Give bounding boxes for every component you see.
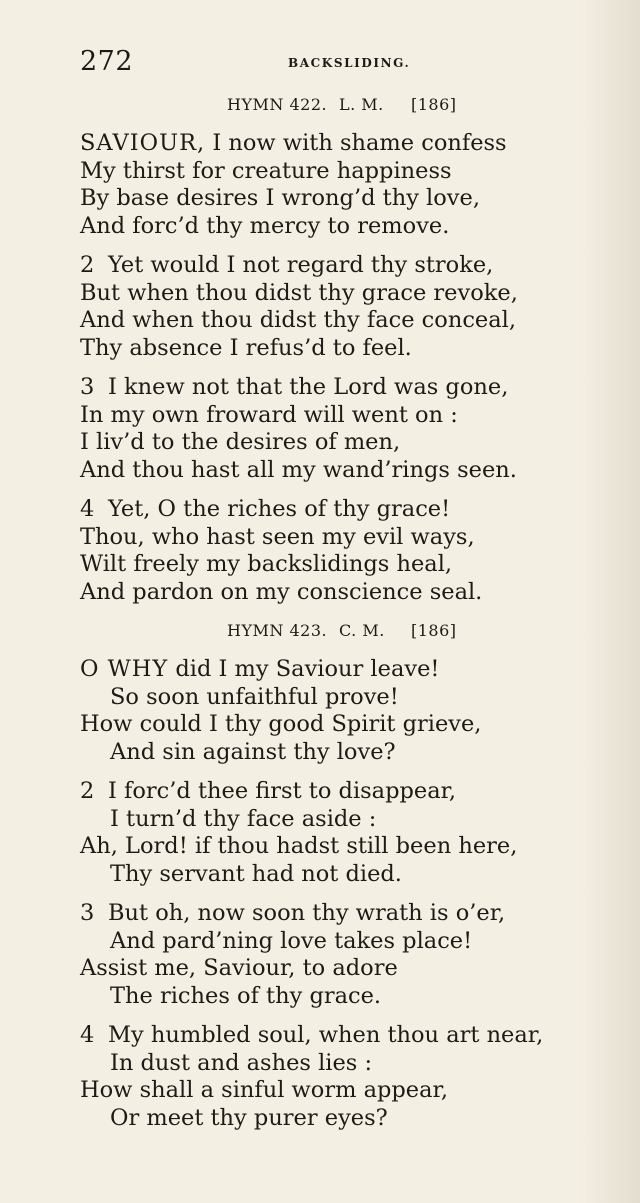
verse-line: And pard’ning love takes place! bbox=[110, 927, 473, 954]
verse-line: O WHY did I my Saviour leave! bbox=[80, 656, 440, 682]
hymn-422 bbox=[80, 92, 560, 606]
hymn-title bbox=[227, 92, 560, 118]
verse-line: By base desires I wrong’d thy love, bbox=[80, 185, 480, 211]
verse-line: In my own froward will went on : bbox=[80, 401, 458, 428]
verse-line: I turn’d thy face aside : bbox=[110, 805, 377, 832]
verse-line: Assist me, Saviour, to adore bbox=[80, 955, 398, 981]
stanza-number: 3 bbox=[80, 900, 95, 926]
stanza-3 bbox=[80, 374, 560, 484]
verse-line: 2 Yet would I not regard thy stroke, bbox=[80, 252, 494, 278]
verse-line: And forc’d thy mercy to remove. bbox=[80, 212, 450, 239]
stanza-2 bbox=[80, 252, 560, 362]
verse-line: 3 But oh, now soon thy wrath is o’er, bbox=[80, 900, 506, 926]
verse-line: In dust and ashes lies : bbox=[110, 1049, 373, 1076]
running-head: BACKSLIDING. bbox=[288, 56, 411, 70]
hymn-423 bbox=[80, 618, 560, 1132]
stanza-4 bbox=[80, 1022, 560, 1132]
opening-word: O WHY bbox=[80, 656, 169, 682]
hymn-meter: C. M. bbox=[339, 621, 385, 640]
verse-line: SAVIOUR, I now with shame confess bbox=[80, 130, 507, 156]
verse-line: Thy servant had not died. bbox=[110, 860, 402, 887]
verse-line: 4 My humbled soul, when thou art near, bbox=[80, 1022, 544, 1048]
page-header bbox=[80, 46, 550, 86]
opening-word: SAVIOUR, bbox=[80, 130, 206, 156]
stanza-number: 4 bbox=[80, 1022, 95, 1048]
verse-line: I liv’d to the desires of men, bbox=[80, 429, 401, 455]
hymn-ref: [186] bbox=[411, 621, 457, 640]
verse-line: How could I thy good Spirit grieve, bbox=[80, 711, 482, 737]
stanza-1 bbox=[80, 130, 560, 240]
page-edge-shadow bbox=[580, 0, 640, 1203]
hymn-ref: [186] bbox=[411, 95, 457, 114]
verse-line: How shall a sinful worm appear, bbox=[80, 1077, 448, 1103]
verse-line: The riches of thy grace. bbox=[110, 982, 382, 1009]
stanza-number: 2 bbox=[80, 778, 95, 804]
stanza-number: 3 bbox=[80, 374, 95, 400]
stanza-2 bbox=[80, 778, 560, 888]
hymn-title bbox=[227, 618, 560, 644]
verse-line: And thou hast all my wand’rings seen. bbox=[80, 456, 517, 483]
stanza-3 bbox=[80, 900, 560, 1010]
verse-line: Thou, who hast seen my evil ways, bbox=[80, 523, 475, 550]
page-number: 272 bbox=[80, 46, 134, 77]
stanza-number: 4 bbox=[80, 496, 95, 522]
verse-line: But when thou didst thy grace revoke, bbox=[80, 279, 518, 306]
stanza-number: 2 bbox=[80, 252, 95, 278]
verse-line: Ah, Lord! if thou hadst still been here, bbox=[80, 833, 518, 859]
verse-line: 2 I forc’d thee first to disappear, bbox=[80, 778, 457, 804]
stanza-1 bbox=[80, 656, 560, 766]
stanza-4 bbox=[80, 496, 560, 606]
hymn-number: HYMN 423. bbox=[227, 621, 328, 640]
verse-line: My thirst for creature happiness bbox=[80, 157, 452, 184]
hymn-meter: L. M. bbox=[339, 95, 384, 114]
verse-line: So soon unfaithful prove! bbox=[110, 683, 399, 710]
verse-line: Or meet thy purer eyes? bbox=[110, 1104, 388, 1131]
verse-line: And when thou didst thy face conceal, bbox=[80, 307, 516, 333]
verse-line: Wilt freely my backslidings heal, bbox=[80, 551, 453, 577]
verse-line: 4 Yet, O the riches of thy grace! bbox=[80, 496, 451, 522]
verse-line: Thy absence I refus’d to feel. bbox=[80, 334, 412, 361]
hymn-number: HYMN 422. bbox=[227, 95, 328, 114]
verse-line: 3 I knew not that the Lord was gone, bbox=[80, 374, 509, 400]
verse-line: And sin against thy love? bbox=[110, 738, 396, 765]
verse-line: And pardon on my conscience seal. bbox=[80, 578, 483, 605]
